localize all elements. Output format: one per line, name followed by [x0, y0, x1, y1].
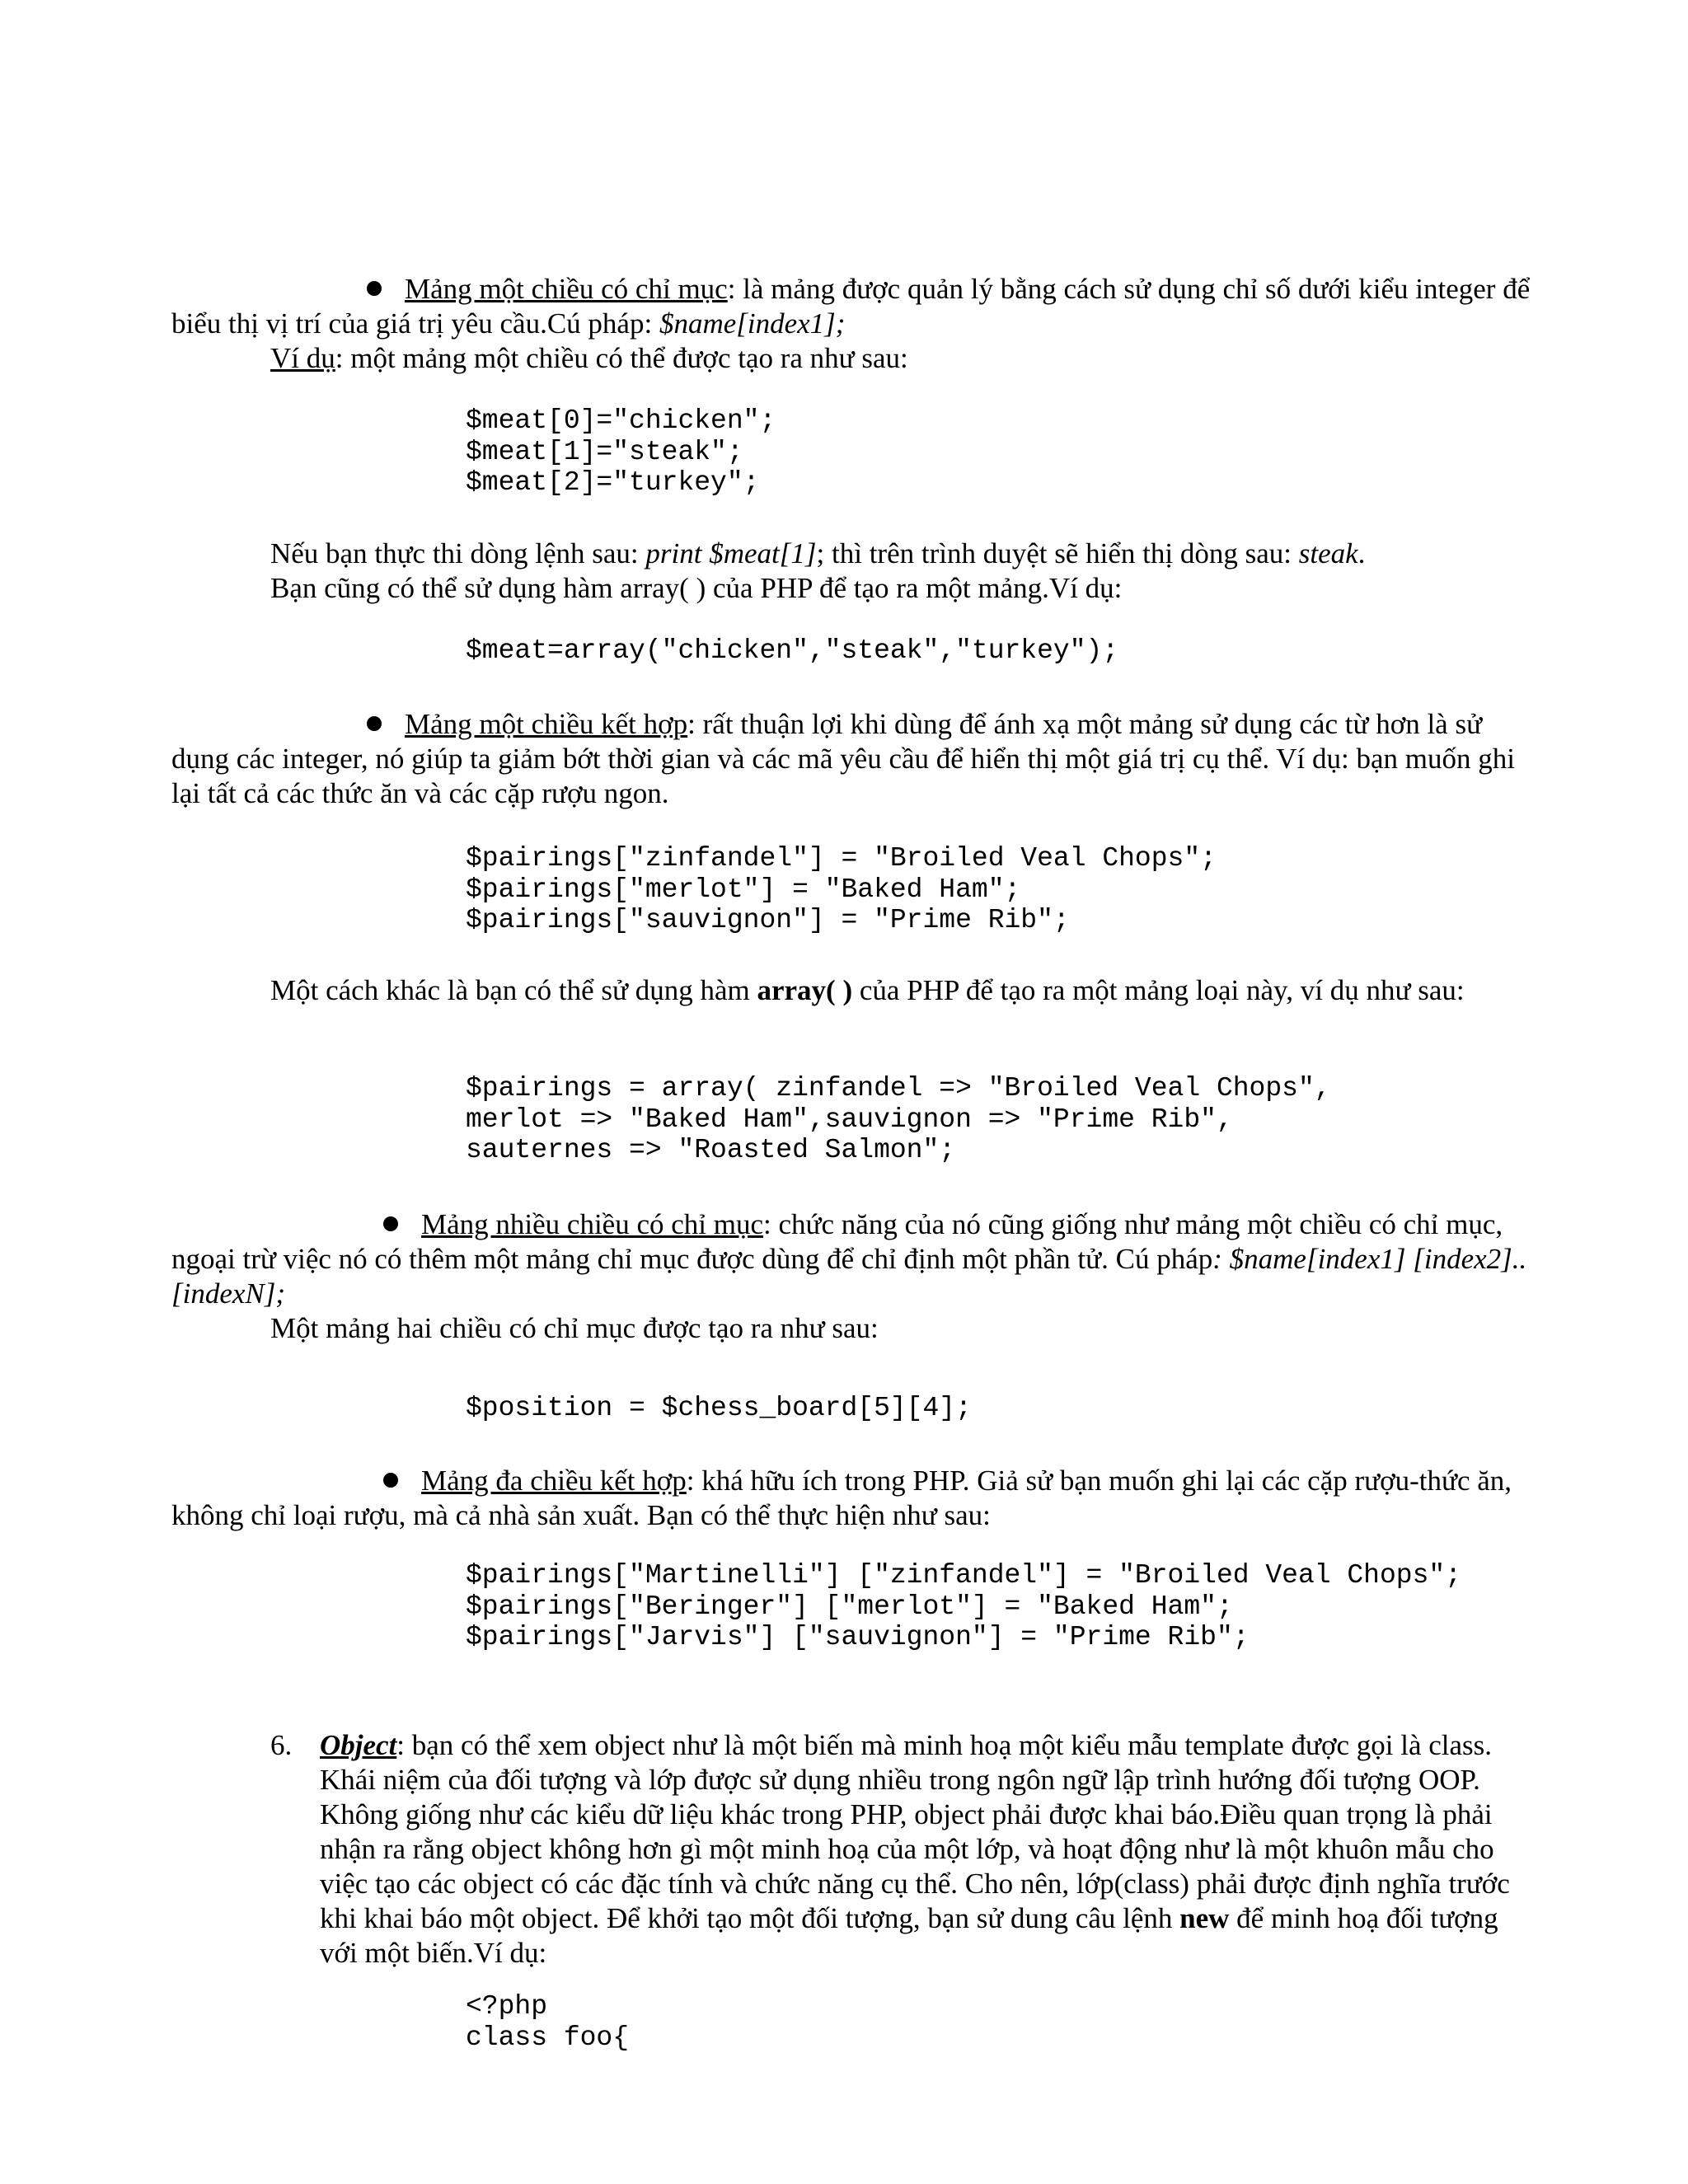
- bullet-indexed-md-text: : chức năng của nó cũng giống như mảng một chiều có chỉ mục, ngoại trừ việc nó có thêm một mảng chỉ mục được dùng để chỉ định một phần tử. Cú pháp: [171, 1208, 1503, 1275]
- term-associative-1d: Mảng một chiều kết hợp: [405, 708, 688, 740]
- code-block-php-class: <?php class foo{: [466, 1991, 630, 2053]
- print-line-a: Nếu bạn thực thi dòng lệnh sau:: [270, 537, 646, 569]
- other-way-b: của PHP để tạo ra một mảng loại này, ví dụ như sau:: [852, 974, 1465, 1006]
- bullet-dot-icon: [383, 1216, 398, 1231]
- bullet-associative-1d-text: : rất thuận lợi khi dùng để ánh xạ một mảng sử dụng các từ hơn là sử dụng các integer, nó giúp ta giảm bớt thời gian và các mã yêu cầu để hiển thị một giá trị cụ thể. Ví dụ: bạn muốn ghi lại tất cả các thức ăn và các cặp rượu ngon.: [171, 708, 1515, 809]
- code-block-pairings: $pairings["zinfandel"] = "Broiled Veal Chops"; $pairings["merlot"] = "Baked Ham"; $pairings["sauvignon"] = "Prime Rib";: [466, 843, 1217, 935]
- code-block-chess: $position = $chess_board[5][4];: [466, 1393, 972, 1423]
- print-line-c: .: [1357, 537, 1366, 569]
- code-block-meat: $meat[0]="chicken"; $meat[1]="steak"; $meat[2]="turkey";: [466, 405, 776, 498]
- term-associative-md: Mảng đa chiều kết hợp: [421, 1465, 687, 1497]
- syntax-1d: $name[index1];: [659, 307, 846, 340]
- bullet-associative-md: [171, 1464, 1540, 1533]
- bullet-dot-icon: [367, 281, 382, 296]
- syntax-md: $name[index1] [index2]..[indexN];: [171, 1243, 1527, 1310]
- array-line: Bạn cũng có thể sử dụng hàm array( ) của PHP để tạo ra một mảng.Ví dụ:: [270, 572, 1123, 604]
- code-block-pairings-md: $pairings["Martinelli"] ["zinfandel"] = "Broiled Veal Chops"; $pairings["Beringer"] ["merlot"] = "Baked Ham"; $pairings["Jarvis"] ["sauvignon"] = "Prime Rib";: [466, 1560, 1461, 1652]
- print-line: [270, 537, 1365, 571]
- twodim-line: Một mảng hai chiều có chỉ mục được tạo ra như sau:: [270, 1312, 879, 1344]
- object-text-a: : bạn có thể xem object như là một biến mà minh hoạ một kiểu mẫu template được gọi là class. Khái niệm của đối tượng và lớp được sử dụng nhiều trong ngôn ngữ lập trình hướng đối tượng OOP. Không giống như các kiểu dữ liệu khác trong PHP, object phải được khai báo.Điều quan trọng là phải nhận ra rằng object không hơn gì một minh hoạ của một lớp, và hoạt động như là một khuôn mẫu cho việc tạo các object có các đặc tính và chức năng cụ thể. Cho nên, lớp(class) phải được định nghĩa trước khi khai báo một object. Để khởi tạo một đối tượng, bạn sử dung câu lệnh: [320, 1729, 1510, 1934]
- code-block-pairings-array: $pairings = array( zinfandel => "Broiled Veal Chops", merlot => "Baked Ham",sauvignon => "Prime Rib", sauternes => "Roasted Salmon";: [466, 1073, 1331, 1165]
- bullet-indexed-md: [171, 1207, 1540, 1311]
- bullet-dot-icon: [383, 1473, 398, 1488]
- other-way-paragraph: [171, 973, 1540, 1008]
- other-way-a: Một cách khác là bạn có thể sử dụng hàm: [270, 974, 757, 1006]
- object-paragraph: [320, 1728, 1540, 1971]
- example-label: Ví dụ: [270, 342, 335, 374]
- term-indexed-1d: Mảng một chiều có chỉ mục: [405, 273, 728, 305]
- bullet-associative-1d: [171, 707, 1540, 811]
- list-number-6: 6.: [270, 1729, 293, 1761]
- bullet-indexed-1d-text: : là mảng được quản lý bằng cách sử dụng chỉ số dưới kiểu integer để biểu thị vị trí của giá trị yêu cầu.Cú pháp:: [171, 273, 1531, 340]
- print-line-code: print $meat[1]: [645, 537, 817, 569]
- term-object: Object: [320, 1729, 397, 1761]
- code-block-meat-array: $meat=array("chicken","steak","turkey");: [466, 635, 1119, 666]
- example-text: : một mảng một chiều có thể được tạo ra như sau:: [335, 342, 908, 374]
- example-intro: [270, 341, 908, 376]
- other-way-bold: array( ): [757, 974, 853, 1006]
- print-line-result: steak: [1298, 537, 1358, 569]
- syntax-colon: :: [1212, 1243, 1222, 1275]
- print-line-b: ; thì trên trình duyệt sẽ hiển thị dòng sau:: [816, 537, 1299, 569]
- object-text-b: để minh hoạ đối tượng với một biến.Ví dụ:: [320, 1902, 1498, 1969]
- object-new-keyword: new: [1179, 1902, 1230, 1934]
- bullet-dot-icon: [367, 716, 382, 731]
- term-indexed-md: Mảng nhiều chiều có chỉ mục: [421, 1208, 764, 1240]
- bullet-indexed-1d: [171, 272, 1540, 341]
- bullet-associative-md-text: : khá hữu ích trong PHP. Giả sử bạn muốn ghi lại các cặp rượu-thức ăn, không chỉ loại rượu, mà cả nhà sản xuất. Bạn có thể thực hiện như sau:: [171, 1465, 1512, 1531]
